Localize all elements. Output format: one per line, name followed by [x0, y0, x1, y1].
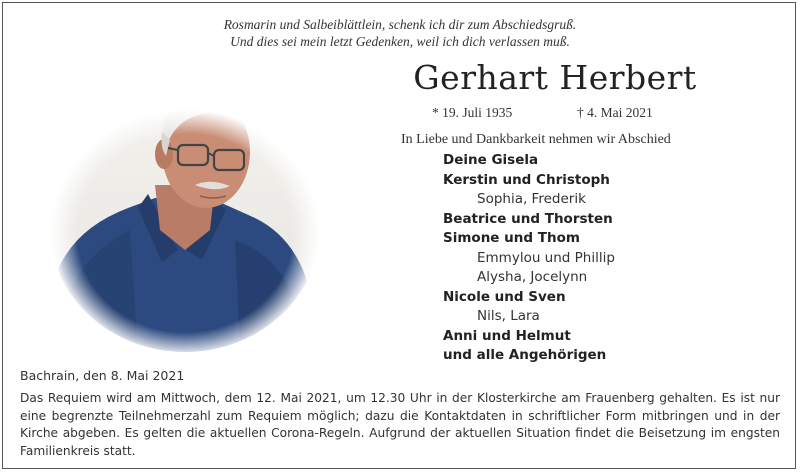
- family-member: Nicole und Sven: [443, 288, 566, 305]
- deceased-name: Gerhart Herbert: [413, 58, 697, 97]
- family-member: Kerstin und Christoph: [443, 171, 610, 188]
- family-member: Simone und Thom: [443, 230, 580, 246]
- portrait-photo: [50, 90, 320, 352]
- grandchildren: Emmylou und Phillip: [477, 249, 615, 266]
- funeral-notice: Das Requiem wird am Mittwoch, dem 12. Mai 2021, um 12.30 Uhr in der Klosterkirche am Frauenberg gehalten. Es ist nur eine begrenzte Teilnehmerzahl zum Requiem möglich; dazu die Kontaktdaten in schriftlicher Form mitbringen und in der Kirche abgeben. Es gelten die aktuellen Corona-Regeln. Aufgrund der aktuellen Situation findet die Beisetzung im engsten Familienkreis statt.: [20, 391, 780, 458]
- family-member: und alle Angehörigen: [443, 347, 607, 363]
- grandchildren: Nils, Lara: [477, 308, 540, 324]
- farewell-intro: In Liebe und Dankbarkeit nehmen wir Abschied: [401, 132, 671, 147]
- poem-line-2: Und dies sei mein letzt Gedenken, weil ich dich verlassen muß.: [230, 34, 570, 49]
- death-date: † 4. Mai 2021: [577, 105, 653, 120]
- family-list: [443, 151, 615, 366]
- place-date: Bachrain, den 8. Mai 2021: [20, 368, 185, 383]
- family-member: Beatrice und Thorsten: [443, 210, 613, 227]
- grandchildren: Alysha, Jocelynn: [477, 269, 588, 285]
- poem: [150, 16, 650, 50]
- poem-line-1: Rosmarin und Salbeiblättlein, schenk ich dir zum Abschiedsgruß.: [223, 17, 577, 32]
- birth-date: * 19. Juli 1935: [432, 105, 513, 120]
- family-member: Deine Gisela: [443, 152, 539, 168]
- grandchildren: Sophia, Frederik: [477, 191, 586, 207]
- family-member: Anni und Helmut: [443, 327, 571, 344]
